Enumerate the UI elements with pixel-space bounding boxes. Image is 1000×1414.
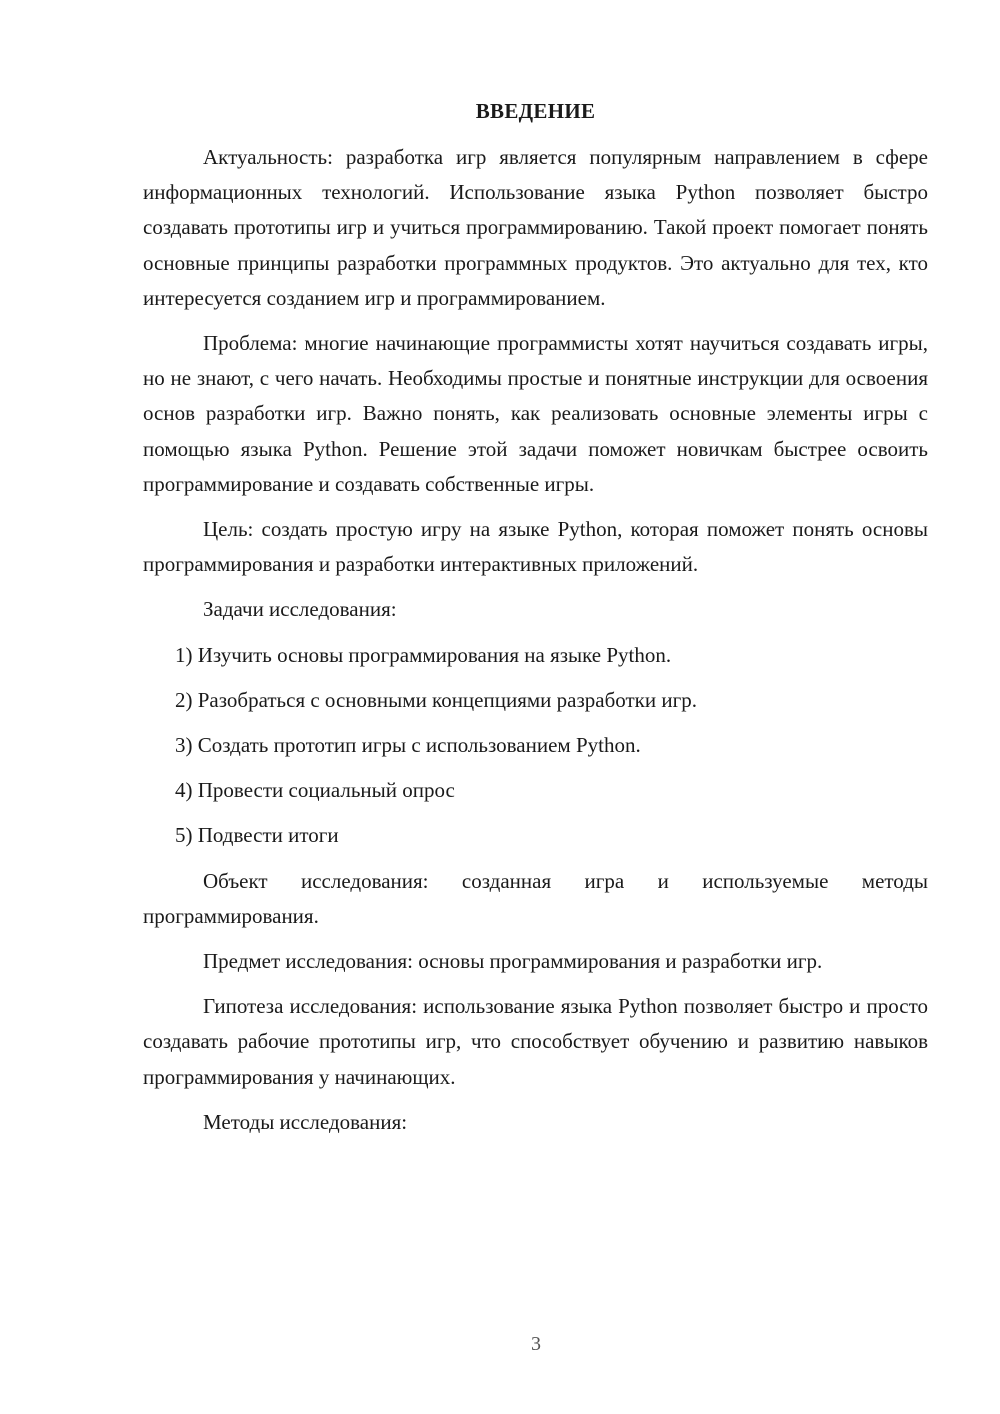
methods-heading: Методы исследования: [203, 1109, 408, 1134]
list-item: 4) Провести социальный опрос [175, 778, 455, 803]
tasks-heading: Задачи исследования: [203, 597, 397, 622]
list-item: 1) Изучить основы программирования на языке Python. [175, 642, 672, 667]
paragraph-relevance: Актуальность: разработка игр является популярным направлением в сфере информационных технологий. Использование языка Python позволяет быстро создавать прототипы игр и учиться программированию. Такой проект помогает понять основные принципы разработки программных продуктов. Это актуально для тех, кто интересуется созданием игр и программированием. [143, 145, 928, 310]
paragraph-object: Объект исследования: созданная игра и используемые методы программирования. [143, 868, 928, 928]
page-title: ВВЕДЕНИЕ [475, 99, 596, 123]
tasks-list [143, 638, 928, 854]
list-item: 5) Подвести итоги [175, 823, 339, 848]
paragraph-subject: Предмет исследования: основы программирования и разработки игр. [203, 949, 823, 974]
paragraph-problem: Проблема: многие начинающие программисты хотят научиться создавать игры, но не знают, с чего начать. Необходимы простые и понятные инструкции для освоения основ разработки игр. Важно понять, как реализовать основные элементы игры с помощью языка Python. Решение этой задачи поможет новичкам быстрее освоить программирование и создавать собственные игры. [143, 331, 928, 496]
list-item: 3) Создать прототип игры с использованием Python. [175, 733, 641, 758]
document-page [143, 96, 928, 1150]
list-item: 2) Разобраться с основными концепциями разработки игр. [175, 687, 697, 712]
paragraph-goal: Цель: создать простую игру на языке Python, которая поможет понять основы программирования и разработки интерактивных приложений. [143, 517, 928, 577]
page-number: 3 [531, 1333, 541, 1355]
paragraph-hypothesis: Гипотеза исследования: использование языка Python позволяет быстро и просто создавать рабочие прототипы игр, что способствует обучению и развитию навыков программирования у начинающих. [143, 994, 928, 1089]
